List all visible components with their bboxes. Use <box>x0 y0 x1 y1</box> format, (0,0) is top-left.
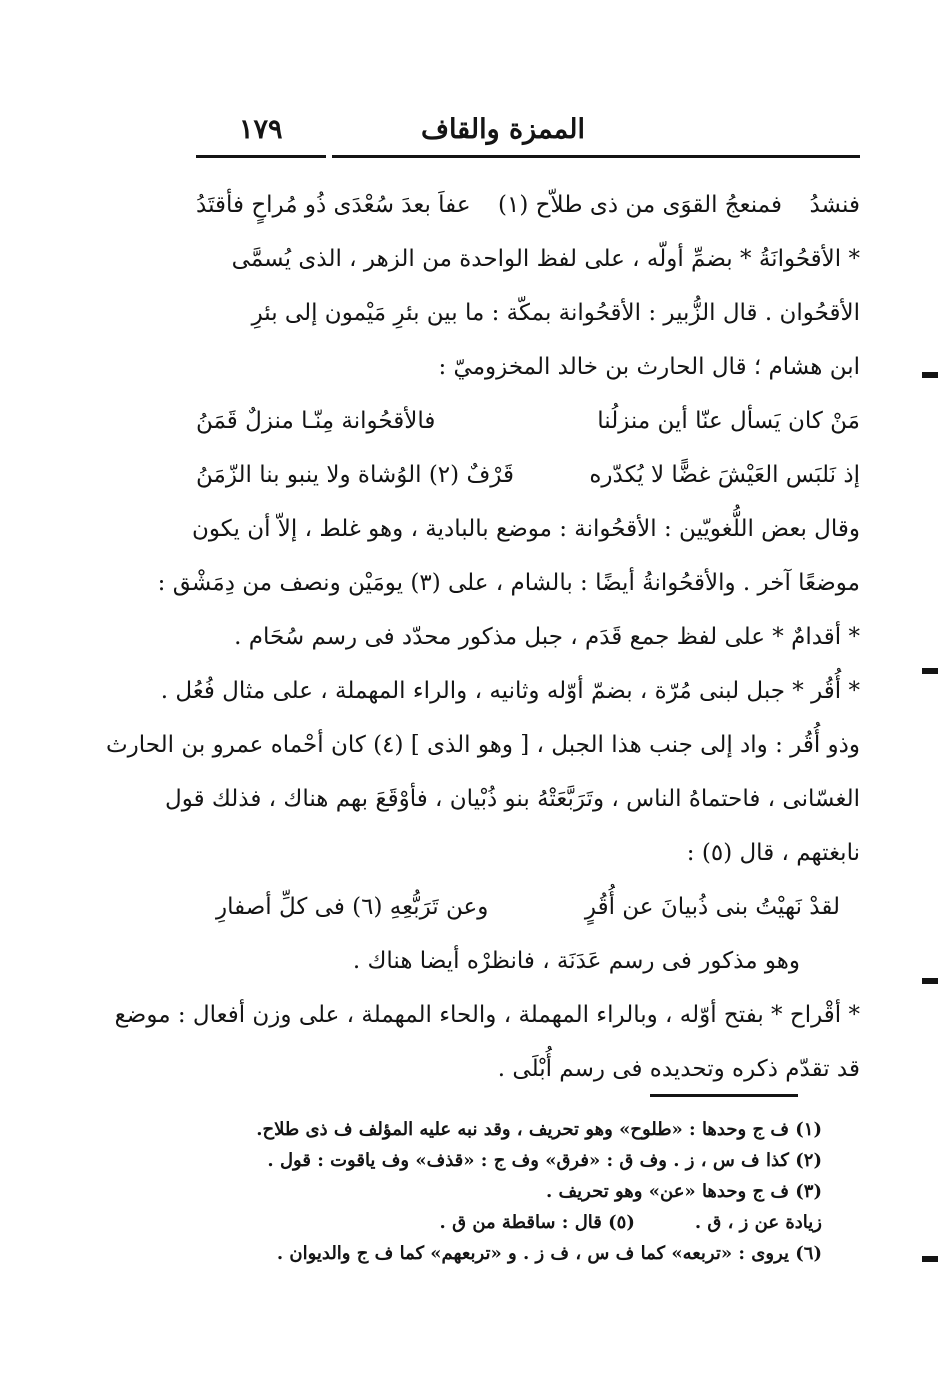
footnote-separator <box>650 1094 798 1097</box>
footnote: (٦) يروى : «تربعه» كما ف س ، ف ز . و «تربعهم» كما ف ج والديوان . <box>276 1243 822 1264</box>
page-number: ١٧٩ <box>239 114 283 145</box>
text-line: ابن هشام ؛ قال الحارث بن خالد المخزوميّ : <box>438 354 860 380</box>
text-line: * أقْراح * بفتح أوّله ، وبالراء المهملة ، والحاء المهملة ، على وزن أفعال : موضع <box>114 1002 860 1028</box>
main-text <box>106 178 860 1096</box>
text-line: وذو أُقُر : واد إلى جنب هذا الجبل ، [ وهو الذى ] (٤) كان أحْماه عمرو بن الحارث <box>106 732 860 758</box>
verse-line <box>196 178 860 232</box>
text-line: الأقحُوان . قال الزُّبير : الأقحُوانة بمكّة : ما بين بئرِ مَيْمون إلى بئرِ <box>251 300 860 326</box>
text-line: موضعًا آخر . والأقحُوانةُ أيضًا : بالشام ، على (٣) يومَيْن ونصف من دِمَشْق : <box>157 570 860 596</box>
footnote: (٣) ف ج وحدها «عن» وهو تحريف . <box>545 1181 822 1202</box>
verse-line <box>196 448 860 502</box>
verse-hemistich: وعن تَرَبُّعِهِ (٦) فى كلِّ أصفارِ <box>216 894 489 920</box>
text-line: * أُقُر * جبل لبنى مُرّة ، بضمّ أوّله وثانيه ، والراء المهملة ، على مثال فُعُل . <box>160 678 860 704</box>
page-header <box>195 108 860 152</box>
footnote: (٢) كذا ف س ، ز . وف ق : «فرق» وف ج : «قذف» وف ياقوت : قول . <box>267 1150 822 1171</box>
footnote: (٥) قال : ساقطة من ق . <box>439 1212 635 1233</box>
verse-line <box>196 880 860 934</box>
text-line: * أقدامٌ * على لفظ جمع قَدَم ، جبل مذكور محدّد فى رسم سُحَام . <box>234 624 860 650</box>
margin-mark <box>922 1256 938 1262</box>
running-title: الممزة والقاف <box>420 114 585 145</box>
text-line: الغسّانى ، فاحتماهُ الناس ، وتَرَبَّعَتْهُ بنو ذُبْيان ، فأوْقَعَ بهم هناك ، فذلك قول <box>165 786 860 812</box>
text-line: قد تقدّم ذكره وتحديده فى رسم أُبْلَى . <box>497 1056 860 1082</box>
text-line: * الأقحُوانَةُ * بضمِّ أولّه ، على لفظ الواحدة من الزهر ، الذى يُسمَّى <box>231 246 860 272</box>
footnote: (١) ف ج وحدها : «طلوح» وهو تحريف ، وقد نبه عليه المؤلف ف ذى طلاح. <box>256 1119 822 1140</box>
verse-hemistich: قَرْفٌ (٢) الوُشاة ولا ينبو بنا الزّمَنُ <box>196 462 514 488</box>
footnotes <box>230 1114 822 1269</box>
header-rule-long <box>332 155 860 158</box>
verse-hemistich: فمنعجُ القوَى من ذى طلاّح (١) <box>498 192 782 218</box>
footnote-pair <box>230 1207 822 1238</box>
verse-hemistich: فالأقحُوانة مِنّـا منزلٌ قَمَنُ <box>196 408 436 434</box>
verse-hemistich: مَنْ كان يَسأل عنّا أين منزلُنا <box>597 408 860 434</box>
verse-hemistich: إذ نَلبَس العَيْشَ غضًّا لا يُكدّره <box>589 462 860 488</box>
margin-mark <box>922 372 938 378</box>
verse-hemistich: عفاَ بعدَ سُعْدَى ذُو مُراحٍ فأقتَدُ <box>196 192 471 218</box>
footnote: زيادة عن ز ، ق . <box>694 1212 822 1233</box>
header-rule-short <box>196 155 326 158</box>
verse-hemistich: لقدْ نَهيْتُ بنى ذُبيانَ عن أُقُرٍ <box>584 894 840 920</box>
margin-mark <box>922 978 938 984</box>
text-line: نابغتهم ، قال (٥) : <box>686 840 860 866</box>
verse-word: فنشدُ <box>809 192 860 218</box>
text-line: وقال بعض اللُّغويّين : الأقحُوانة : موضع بالبادية ، وهو غلط ، إلاّ أن يكون <box>192 516 860 542</box>
text-line: وهو مذكور فى رسم عَدَنَة ، فانظرْه أيضا هناك . <box>352 948 800 974</box>
verse-line <box>196 394 860 448</box>
margin-mark <box>922 668 938 674</box>
